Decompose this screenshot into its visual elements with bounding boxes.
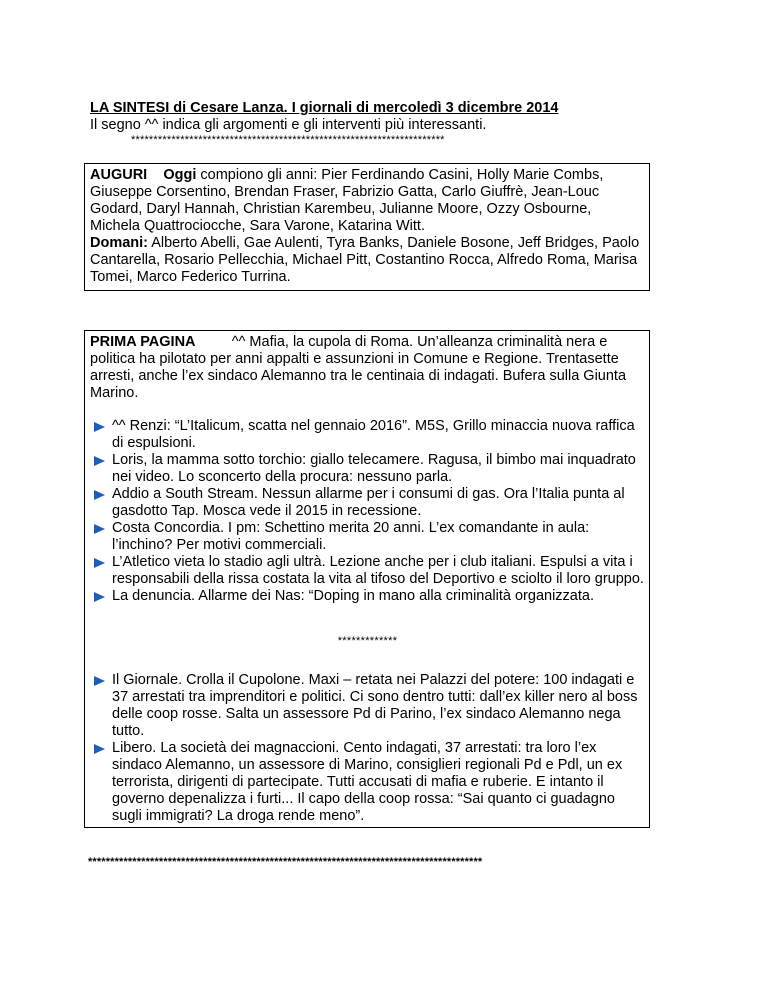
auguri-label: AUGURI [90,167,148,183]
list-item-text: La denuncia. Allarme dei Nas: “Doping in mano alla criminalità organizzata. [112,588,594,604]
list-item [90,740,645,825]
list-item [90,520,645,554]
prima-pagina-section [84,330,650,828]
list-item [90,588,645,605]
document-subtitle: Il segno ^^ indica gli argomenti e gli interventi più interessanti. [90,117,487,133]
list-item [90,418,645,452]
arrow-bullet-icon [94,558,105,568]
press-list [90,672,645,825]
arrow-bullet-icon [94,676,105,686]
list-item-text: Addio a South Stream. Nessun allarme per i consumi di gas. Ora l’Italia punta al gasdotto Tap. Mosca vede il 2015 in recessione. [112,486,625,519]
list-item-text: Loris, la mamma sotto torchio: giallo telecamere. Ragusa, il bimbo mai inquadrato nei video. Lo sconcerto della procura: nessuno parla. [112,452,636,485]
arrow-bullet-icon [94,524,105,534]
document-title: LA SINTESI di Cesare Lanza. I giornali di mercoledì 3 dicembre 2014 [90,100,559,116]
news-list [90,418,645,605]
today-label: Oggi [163,167,197,183]
lead-text: ^^ Mafia, la cupola di Roma. Un’alleanza criminalità nera e politica ha pilotato per anni appalti e assunzioni in Comune e Regione. Trentasette arresti, anche l’ex sindaco Alemanno tra le centinaia di indagati. Bufera sulla Giunta Marino. [90,334,627,401]
arrow-bullet-icon [94,744,105,754]
list-item-text: Costa Concordia. I pm: Schettino merita 20 anni. L’ex comandante in aula: l’inchino? Per motivi commerciali. [112,520,590,553]
list-item-text: ^^ Renzi: “L’Italicum, scatta nel gennaio 2016”. M5S, Grillo minaccia nuova raffica di espulsioni. [112,418,635,451]
arrow-bullet-icon [94,592,105,602]
auguri-section [84,163,650,291]
list-item [90,672,645,740]
tomorrow-text: Alberto Abelli, Gae Aulenti, Tyra Banks, Daniele Bosone, Jeff Bridges, Paolo Cantarella, Rosario Pellecchia, Michael Pitt, Costantino Rocca, Alfredo Roma, Marisa Tomei, Marco Federico Turrina. [90,235,640,285]
list-item-text: L’Atletico vieta lo stadio agli ultrà. Lezione anche per i club italiani. Espulsi a vita i responsabili della rissa costata la vita al tifoso del Deportivo e sciolto il loro gruppo. [112,554,644,587]
tomorrow-label: Domani: [90,235,148,251]
arrow-bullet-icon [94,422,105,432]
list-item [90,486,645,520]
list-item-text: Il Giornale. Crolla il Cupolone. Maxi – retata nei Palazzi del potere: 100 indagati e 37 arrestati tra imprenditori e politici. Ci sono dentro tutti: dall’ex killer nero al boss delle coop rosse. Salta un assessore Pd di Parino, l’ex sindaco Alemanno nega tutto. [112,672,638,739]
list-item [90,452,645,486]
auguri-tomorrow [90,235,645,286]
arrow-bullet-icon [94,490,105,500]
prima-pagina-label: PRIMA PAGINA [90,334,196,350]
auguri-today [90,167,645,235]
list-item-text: Libero. La società dei magnaccioni. Cento indagati, 37 arrestati: tra loro l’ex sindaco Alemanno, un assessore di Marino, consiglieri regionali Pd e Pdl, un ex terrorista, dirigenti di partecipate. Tutti accusati di mafia e ruberie. E intanto il governo depenalizza i furti... Il capo della coop rossa: “Sai quanto ci guadagno sugli immigrati? La droga rende meno”. [112,740,623,824]
top-separator: ********************************************************************** [131,134,445,146]
arrow-bullet-icon [94,456,105,466]
prima-pagina-lead [90,334,645,402]
bottom-separator: ***************************************************************************************** [88,856,483,868]
list-item [90,554,645,588]
mid-separator: ************* [337,635,398,647]
today-text: compiono gli anni: Pier Ferdinando Casini, Holly Marie Combs, Giuseppe Corsentino, Brendan Fraser, Fabrizio Gatta, Carlo Giuffrè, Jean-Louc Godard, Daryl Hannah, Christian Karembeu, Julianne Moore, Ozzy Osbourne, Michela Quattrociocche, Sara Varone, Katarina Witt. [90,167,604,234]
